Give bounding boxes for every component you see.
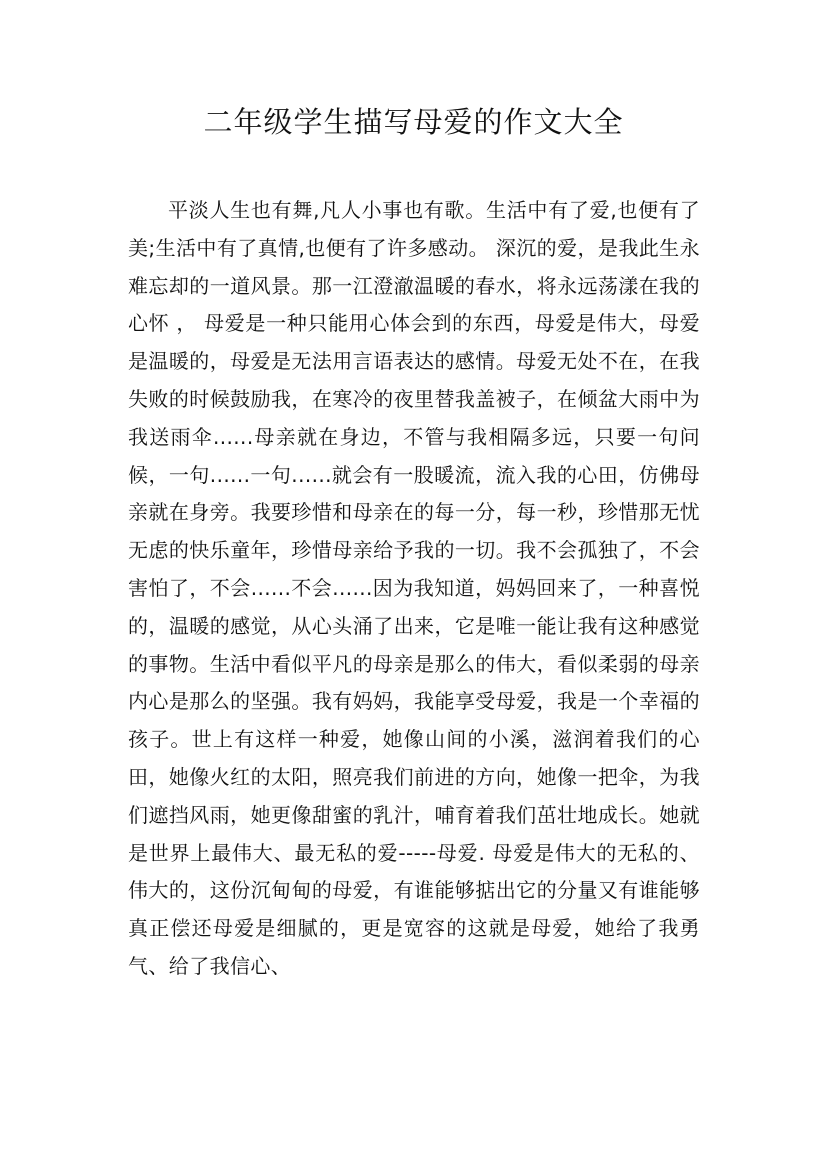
document-body-paragraph: 平淡人生也有舞,凡人小事也有歌。生活中有了爱,也便有了美;生活中有了真情,也便有了许多感动。 深沉的爱，是我此生永难忘却的一道风景。那一江澄澈温暖的春水，将永远荡漾在我的心怀 ， 母爱是一种只能用心体会到的东西，母爱是伟大，母爱是温暖的，母爱是无法用言语表达的感情。母爱无处不在，在我失败的时候鼓励我，在寒冷的夜里替我盖被子，在倾盆大雨中为我送雨伞......母亲就在身边，不管与我相隔多远，只要一句问候，一句......一句......就会有一股暖流，流入我的心田，仿佛母亲就在身旁。我要珍惜和母亲在的每一分，每一秒，珍惜那无忧无虑的快乐童年，珍惜母亲给予我的一切。我不会孤独了，不会害怕了，不会......不会......因为我知道，妈妈回来了，一种喜悦的，温暖的感觉，从心头涌了出来，它是唯一能让我有这种感觉的事物。生活中看似平凡的母亲是那么的伟大，看似柔弱的母亲内心是那么的坚强。我有妈妈，我能享受母爱，我是一个幸福的孩子。世上有这样一种爱，她像山间的小溪，滋润着我们的心田，她像火红的太阳，照亮我们前进的方向，她像一把伞，为我们遮挡风雨，她更像甜蜜的乳汁，哺育着我们茁壮地成长。她就是世界上最伟大、最无私的爱-----母爱. 母爱是伟大的无私的、伟大的，这份沉甸甸的母爱，有谁能够掂出它的分量又有谁能够真正偿还母爱是细腻的，更是宽容的这就是母爱，她给了我勇气、给了我信心、	[128, 198, 700, 978]
document-title: 二年级学生描写母爱的作文大全	[203, 105, 624, 139]
